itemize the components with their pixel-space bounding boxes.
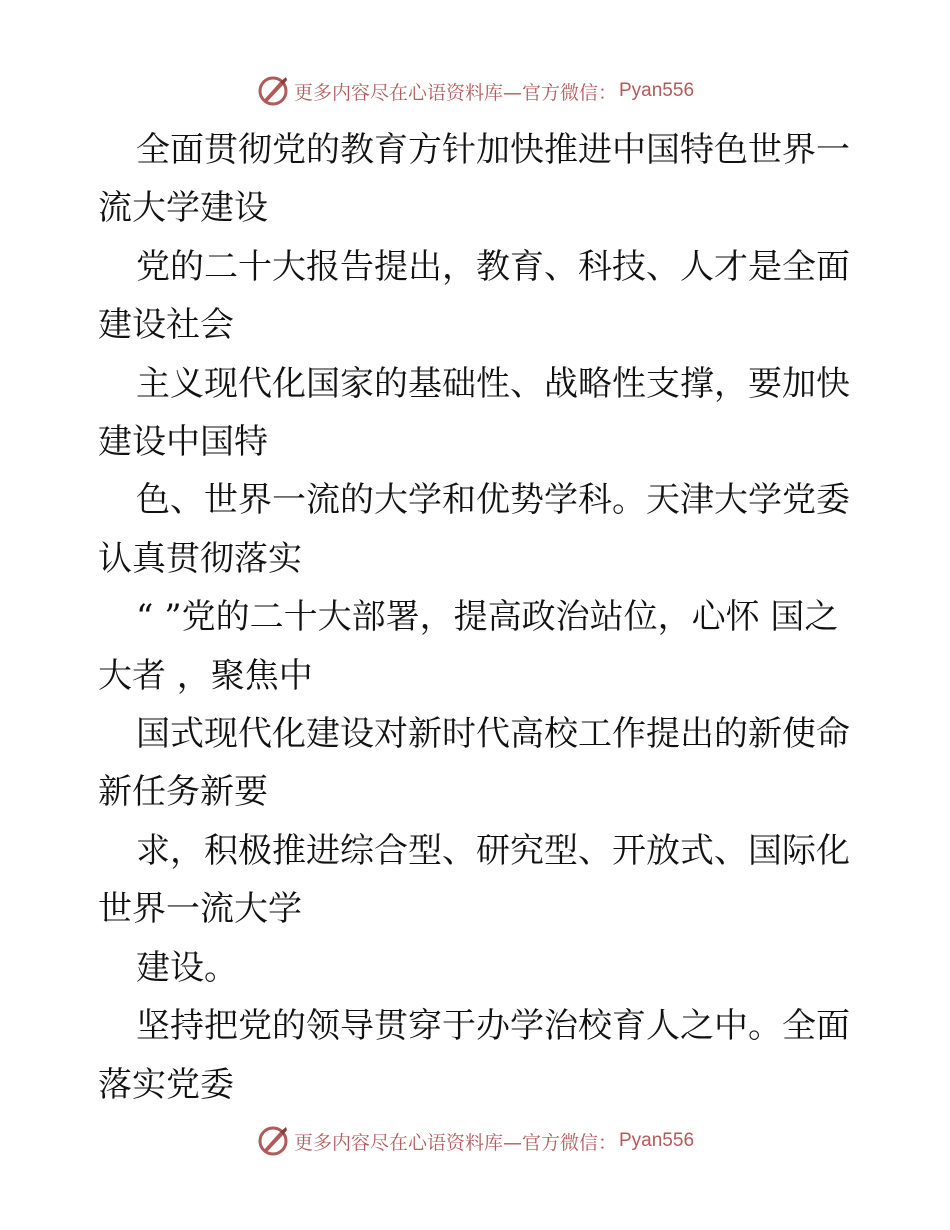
paragraph: 建设。 [136,947,238,988]
footer-watermark-banner [0,1121,950,1161]
wechat-id: Pyan556 [619,1130,695,1151]
wechat-id: Pyan556 [619,80,695,101]
header-watermark-banner [0,71,950,111]
paragraph: 坚持把党的领导贯穿于办学治校育人之中。全面落实党委 [98,1006,850,1105]
paragraph: 国式现代化建设对新时代高校工作提出的新使命新任务新要 [98,714,850,813]
paragraph-title: 全面贯彻党的教育方针加快推进中国特色世界一流大学建设 [98,130,850,229]
paragraph: 色、世界一流的大学和优势学科。天津大学党委认真贯彻落实 [98,480,850,579]
paragraph: 党的二十大报告提出，教育、科技、人才是全面建设社会 [98,246,850,346]
quill-pen-icon [256,74,290,108]
banner-text: 更多内容尽在心语资料库—官方微信： [293,1131,617,1154]
banner-text: 更多内容尽在心语资料库—官方微信： [293,81,617,104]
paragraph: 求，积极推进综合型、研究型、开放式、国际化世界一流大学 [98,830,850,930]
paragraph: “ ”党的二十大部署，提高政治站位，心怀 国之大者 ，聚焦中 [98,597,839,696]
document-body [98,121,858,1114]
quill-pen-icon [256,1124,290,1158]
paragraph: 主义现代化国家的基础性、战略性支撑，要加快建设中国特 [98,363,850,463]
